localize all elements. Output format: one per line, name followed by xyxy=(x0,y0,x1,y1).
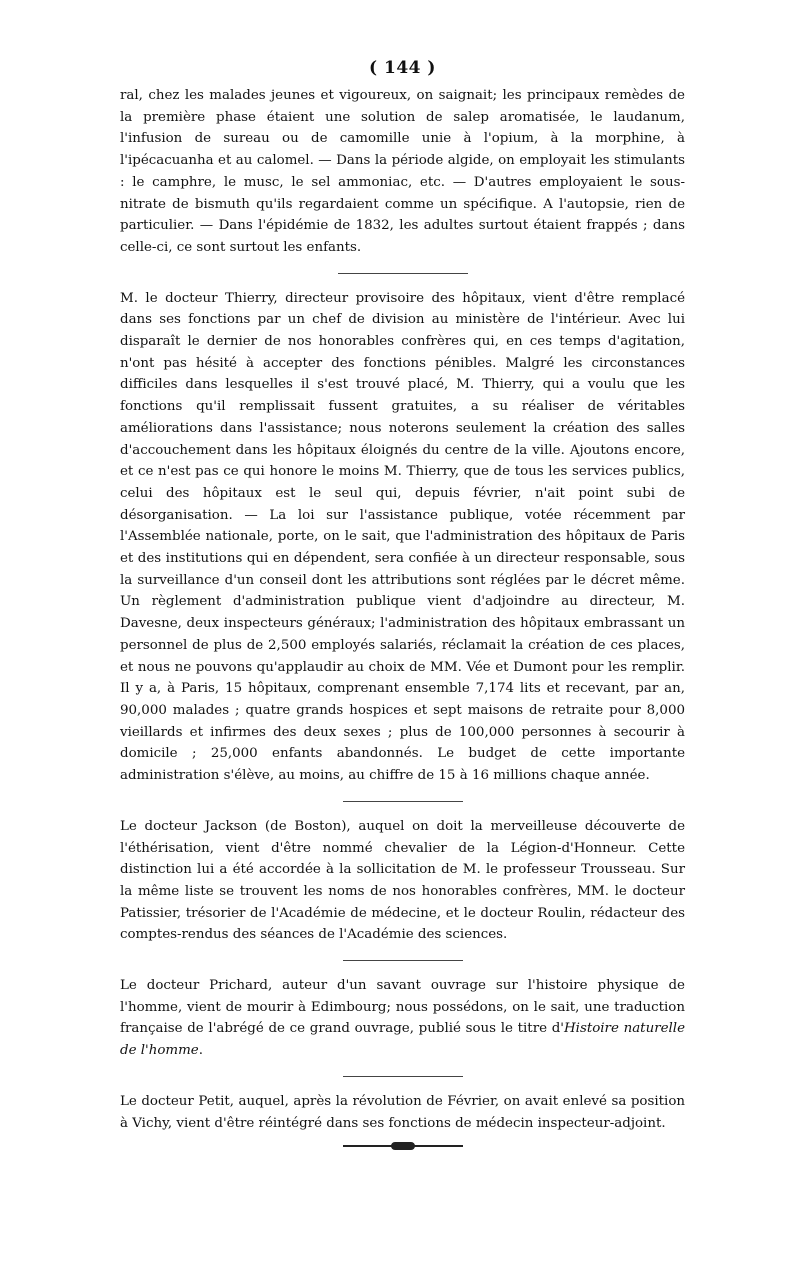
paragraph-petit: Le docteur Petit, auquel, après la révolution de Février, on avait enlevé sa position à Vichy, vient d'être réintégré dans ses fonctions de médecin inspecteur-adjoint. xyxy=(120,1093,685,1131)
ornament-center xyxy=(391,1142,415,1150)
book-title-prefix: d' xyxy=(551,1021,564,1037)
end-ornament xyxy=(343,1142,463,1150)
page-number: ( 144 ) xyxy=(369,58,436,78)
section-divider xyxy=(343,960,463,961)
section-divider xyxy=(343,801,463,802)
section-divider xyxy=(338,273,468,274)
paragraph-jackson: Le docteur Jackson (de Boston), auquel on doit la merveilleuse découverte de l'éthérisation, vient d'être nommé chevalier de la Légion-d'Honneur. Cette distinction lui a été accordée à la sollicitation de M. le professeur Trousseau. Sur la même liste se trouvent les noms de nos honorables confrères, MM. le docteur Patissier, trésorier de l'Académie de médecine, et le docteur Roulin, rédacteur des comptes-rendus des séances de l'Académie des sciences. xyxy=(120,818,685,943)
paragraph-prichard xyxy=(120,975,685,1062)
book-title-suffix: . xyxy=(198,1043,203,1059)
document-page xyxy=(120,58,685,1150)
paragraph-thierry: M. le docteur Thierry, directeur provisoire des hôpitaux, vient d'être remplacé dans ses fonctions par un chef de division au ministère de l'intérieur. Avec lui disparaît le dernier de nos honorables confrères qui, en ces temps d'agitation, n'ont pas hésité à accepter des fonctions pénibles. Malgré les circonstances difficiles dans lesquelles il s'est trouvé placé, M. Thierry, qui a voulu que les fonctions qu'il remplissait fussent gratuites, a su réaliser de véritables améliorations dans l'assistance; nous noterons seulement la création des salles d'accouchement dans les hôpitaux éloignés du centre de la ville. Ajoutons encore, et ce n'est pas ce qui honore le moins M. Thierry, que de tous les services publics, celui des hôpitaux est le seul qui, depuis février, n'ait point subi de désorganisation. — La loi sur l'assistance publique, votée récemment par l'Assemblée nationale, porte, on le sait, que l'administration des hôpitaux de Paris et des institutions qui en dépendent, sera confiée à un directeur responsable, sous la surveillance d'un conseil dont les attributions sont réglées par le décret même. Un règlement d'administration publique vient d'adjoindre au directeur, M. Davesne, deux inspecteurs généraux; l'administration des hôpitaux embrassant un personnel de plus de 2,500 employés salariés, réclamait la création de ces places, et nous ne pouvons qu'applaudir au choix de MM. Vée et Dumont pour les remplir. Il y a, à Paris, 15 hôpitaux, comprenant ensemble 7,174 lits et recevant, par an, 90,000 malades ; quatre grands hospices et sept maisons de retraite pour 8,000 vieillards et infirmes des deux sexes ; plus de 100,000 personnes à secourir à domicile ; 25,000 enfants abandonnés. Le budget de cette importante administration s'élève, au moins, au chiffre de 15 à 16 millions chaque année. xyxy=(120,290,685,784)
book-title: Histoire naturelle de l'homme xyxy=(120,1021,686,1059)
section-divider xyxy=(343,1076,463,1077)
paragraph-cholera: ral, chez les malades jeunes et vigoureux, on saignait; les principaux remèdes de la première phase étaient une solution de salep aromatisée, le laudanum, l'infusion de sureau ou de camomille unie à l'opium, à la morphine, à l'ipécacuanha et au calomel. — Dans la période algide, on employait les stimulants : le camphre, le musc, le sel ammoniac, etc. — D'autres employaient le sous-nitrate de bismuth qu'ils regardaient comme un spécifique. A l'autopsie, rien de particulier. — Dans l'épidémie de 1832, les adultes surtout étaient frappés ; dans celle-ci, ce sont surtout les enfants. xyxy=(120,88,685,255)
paragraph-prichard-text: Le docteur Prichard, auteur d'un savant ouvrage sur l'histoire physique de l'homme, vient de mourir à Edimbourg; nous possédons, on le sait, une traduction française de l'abrégé de ce grand ouvrage, publié sous le titre xyxy=(120,978,685,1037)
